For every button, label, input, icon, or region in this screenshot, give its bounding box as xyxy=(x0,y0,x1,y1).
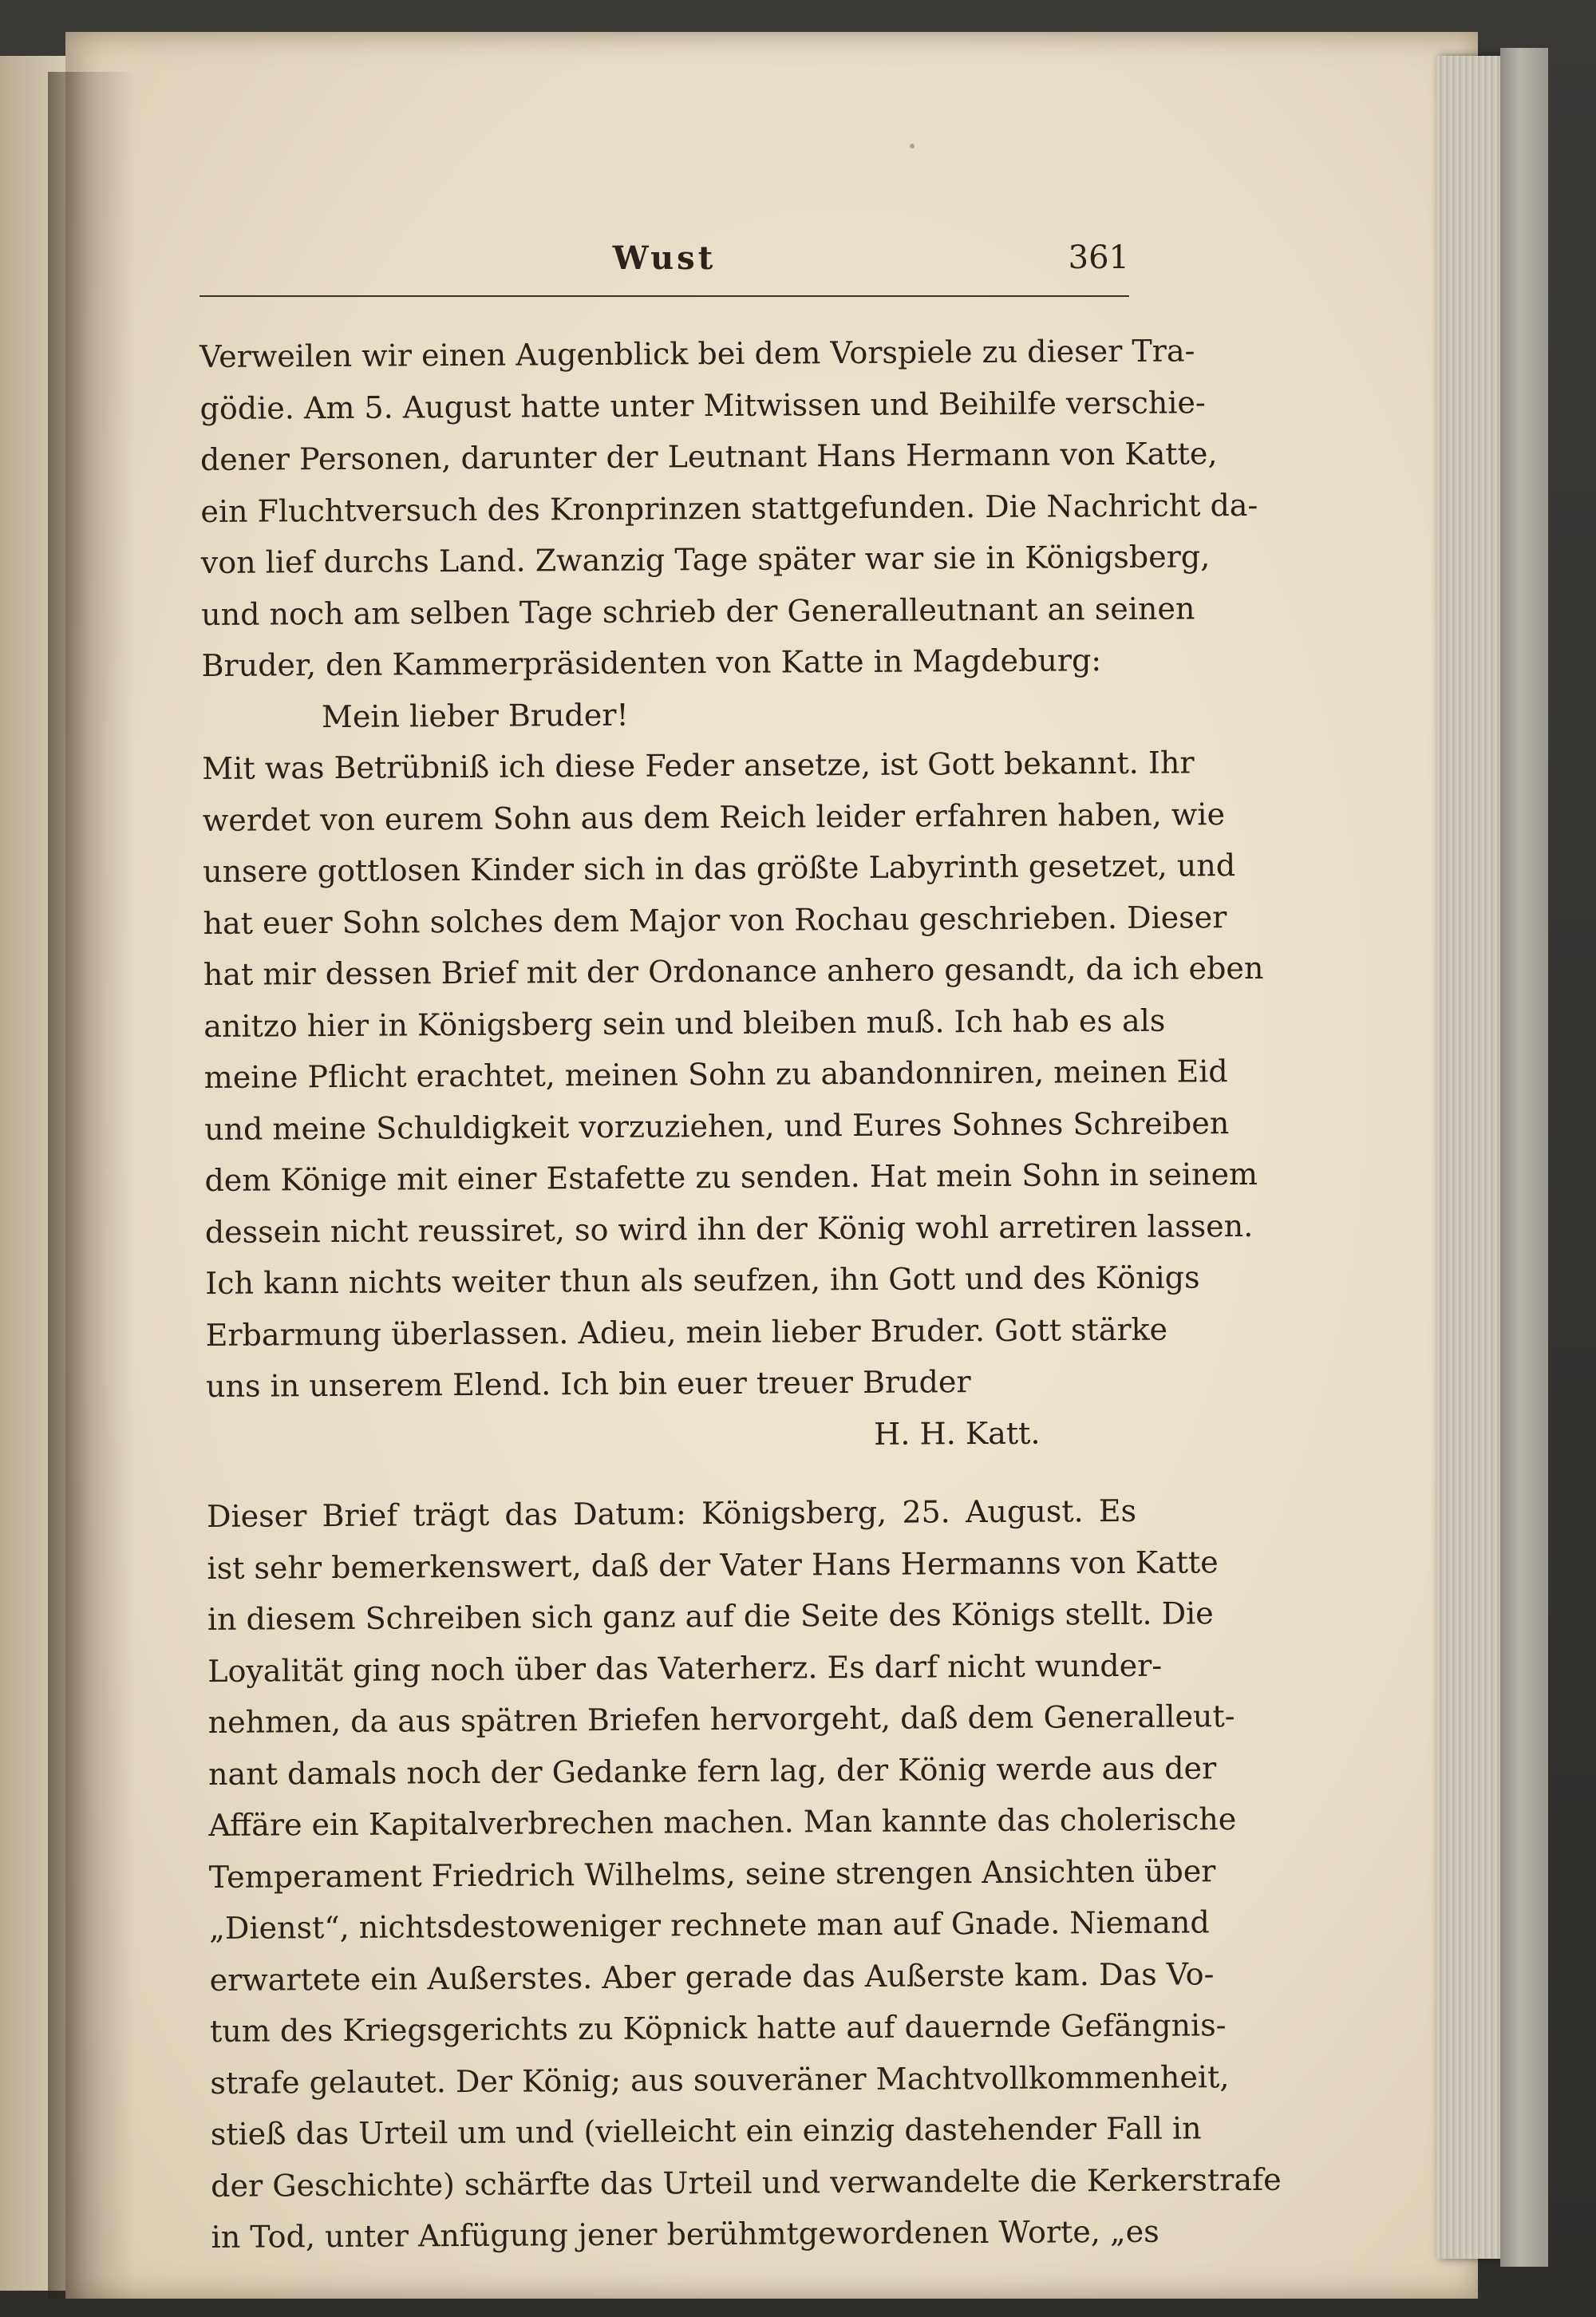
text-line: nant damals noch der Gedanke fern lag, der König werde aus der xyxy=(207,1750,1217,1792)
text-line: werdet von eurem Sohn aus dem Reich leider erfahren haben, wie xyxy=(202,796,1226,838)
paragraph-intro xyxy=(200,326,1258,692)
text-line: ein Fluchtversuch des Kronprinzen stattgefunden. Die Nachricht da- xyxy=(200,487,1258,529)
text-line: Erbarmung überlassen. Adieu, mein lieber Bruder. Gott stärke xyxy=(205,1311,1168,1353)
running-header xyxy=(200,231,1129,297)
text-line: erwartete ein Außerstes. Aber gerade das Außerste kam. Das Vo- xyxy=(209,1955,1215,1998)
text-line: strafe gelautet. Der König; aus souveräner Machtvollkommenheit, xyxy=(210,2058,1230,2101)
text-line: tum des Kriegsgerichts zu Köpnick hatte auf dauernde Gefängnis- xyxy=(209,2007,1227,2049)
letter-signature: H. H. Katt. xyxy=(874,1415,1041,1452)
text-line: in Tod, unter Anfügung jener berühmtgewordenen Worte, „es xyxy=(211,2213,1159,2255)
text-line: Verweilen wir einen Augenblick bei dem Vorspiele zu dieser Tra- xyxy=(200,333,1195,374)
text-line: ist sehr bemerkenswert, daß der Vater Hans Hermanns von Katte xyxy=(207,1544,1219,1586)
text-line: Affäre ein Kapitalverbrechen machen. Man kannte das cholerische xyxy=(208,1801,1237,1843)
text-line: dessein nicht reussiret, so wird ihn der König wohl arretiren lassen. xyxy=(204,1208,1254,1250)
text-line: uns in unserem Elend. Ich bin euer treuer Bruder xyxy=(205,1364,971,1404)
text-line: Dieser Brief trägt das Datum: Königsberg, 25. August. Es xyxy=(206,1493,1137,1534)
text-line: „Dienst“, nichtsdestoweniger rechnete man auf Gnade. Niemand xyxy=(209,1904,1210,1946)
text-line: dem Könige mit einer Estafette zu senden. Hat mein Sohn in seinem xyxy=(204,1156,1258,1198)
page-number: 361 xyxy=(1068,239,1129,276)
text-line: Temperament Friedrich Wilhelms, seine strengen Ansichten über xyxy=(208,1852,1216,1895)
page-text xyxy=(200,326,1282,2264)
binding-gutter xyxy=(48,72,136,2299)
book-cover-edge xyxy=(1500,48,1548,2267)
text-line: Ich kann nichts weiter thun als seufzen, ihn Gott und des Königs xyxy=(205,1259,1200,1301)
text-line: und noch am selben Tage schrieb der Generalleutnant an seinen xyxy=(201,590,1195,632)
running-title: Wust xyxy=(612,239,717,277)
text-line: Loyalität ging noch über das Vaterherz. Es darf nicht wunder- xyxy=(207,1647,1163,1689)
letter-body xyxy=(202,737,1264,1413)
text-line: Mit was Betrübniß ich diese Feder ansetze, ist Gott bekannt. Ihr xyxy=(202,745,1195,786)
paper-speck xyxy=(910,144,915,148)
text-line: dener Personen, darunter der Leutnant Hans Hermann von Katte, xyxy=(200,436,1218,477)
text-line: hat mir dessen Brief mit der Ordonance anhero gesandt, da ich eben xyxy=(203,950,1264,992)
text-line: der Geschichte) schärfte das Urteil und verwandelte die Kerkerstrafe xyxy=(211,2161,1282,2204)
text-line: und meine Schuldigkeit vorzuziehen, und Eures Sohnes Schreiben xyxy=(203,1105,1230,1147)
text-line: von lief durchs Land. Zwanzig Tage später war sie in Königsberg, xyxy=(200,539,1211,580)
text-line: anitzo hier in Königsberg sein und bleiben muß. Ich hab es als xyxy=(203,1002,1166,1044)
text-line: meine Pflicht erachtet, meinen Sohn zu abandonniren, meinen Eid xyxy=(203,1054,1228,1095)
paragraph-commentary xyxy=(206,1485,1282,2264)
text-line: hat euer Sohn solches dem Major von Rochau geschrieben. Dieser xyxy=(203,899,1227,941)
text-line: gödie. Am 5. August hatte unter Mitwissen und Beihilfe verschie- xyxy=(200,384,1206,426)
text-line: unsere gottlosen Kinder sich in das größte Labyrinth gesetzet, und xyxy=(203,848,1236,889)
text-line: Bruder, den Kammerpräsidenten von Katte in Magdeburg: xyxy=(201,643,1102,683)
text-line: in diesem Schreiben sich ganz auf die Seite des Königs stellt. Die xyxy=(207,1595,1214,1637)
text-line: stieß das Urteil um und (vielleicht ein einzig dastehender Fall in xyxy=(210,2110,1202,2152)
text-line: nehmen, da aus spätren Briefen hervorgeht, daß dem Generalleut- xyxy=(207,1698,1235,1740)
letter-greeting: Mein lieber Bruder! xyxy=(321,697,629,734)
